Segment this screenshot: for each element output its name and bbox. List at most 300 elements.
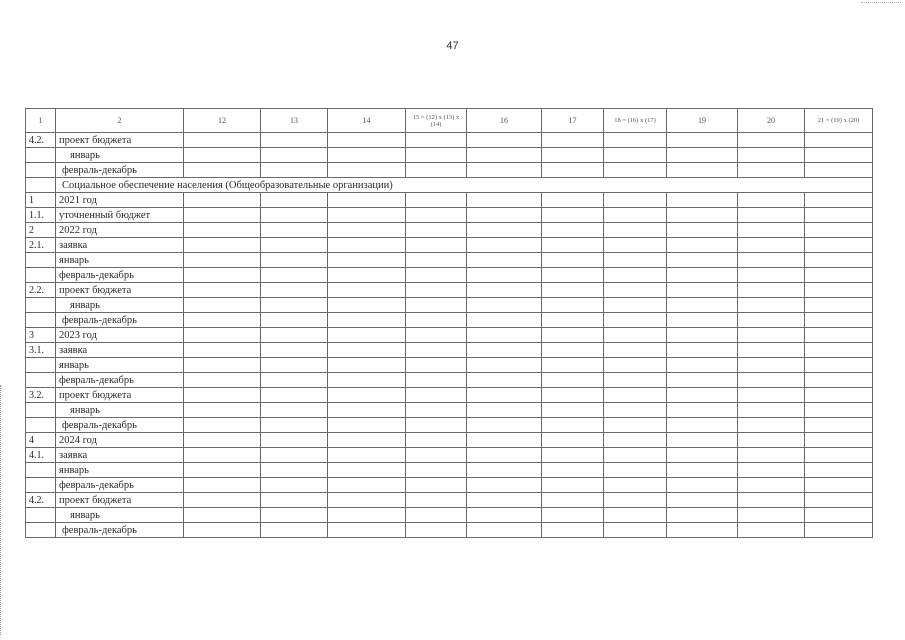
value-cell xyxy=(738,343,805,358)
value-cell xyxy=(328,268,406,283)
value-cell xyxy=(604,523,667,538)
value-cell xyxy=(184,208,261,223)
value-cell xyxy=(261,448,328,463)
header-cell: 20 xyxy=(738,109,805,133)
value-cell xyxy=(406,403,467,418)
value-cell xyxy=(406,268,467,283)
value-cell xyxy=(467,373,542,388)
value-cell xyxy=(542,223,604,238)
value-cell xyxy=(805,478,873,493)
value-cell xyxy=(805,208,873,223)
value-cell xyxy=(261,388,328,403)
value-cell xyxy=(667,238,738,253)
value-cell xyxy=(184,523,261,538)
value-cell xyxy=(328,253,406,268)
value-cell xyxy=(328,388,406,403)
value-cell xyxy=(667,193,738,208)
value-cell xyxy=(667,508,738,523)
value-cell xyxy=(184,493,261,508)
value-cell xyxy=(467,148,542,163)
value-cell xyxy=(604,463,667,478)
row-label-cell: январь xyxy=(56,148,184,163)
value-cell xyxy=(805,148,873,163)
value-cell xyxy=(467,133,542,148)
value-cell xyxy=(184,298,261,313)
value-cell xyxy=(328,403,406,418)
row-number-cell: 2.1. xyxy=(26,238,56,253)
value-cell xyxy=(542,523,604,538)
row-number-cell: 3.1. xyxy=(26,343,56,358)
row-label-cell: заявка xyxy=(56,448,184,463)
value-cell xyxy=(467,223,542,238)
row-number-cell xyxy=(26,178,56,193)
value-cell xyxy=(328,523,406,538)
value-cell xyxy=(805,403,873,418)
row-number-cell: 2 xyxy=(26,223,56,238)
value-cell xyxy=(738,448,805,463)
value-cell xyxy=(667,298,738,313)
value-cell xyxy=(406,133,467,148)
value-cell xyxy=(406,343,467,358)
value-cell xyxy=(467,238,542,253)
value-cell xyxy=(667,133,738,148)
value-cell xyxy=(406,208,467,223)
value-cell xyxy=(738,238,805,253)
header-cell: 14 xyxy=(328,109,406,133)
value-cell xyxy=(328,478,406,493)
value-cell xyxy=(738,463,805,478)
value-cell xyxy=(667,523,738,538)
value-cell xyxy=(667,373,738,388)
value-cell xyxy=(604,268,667,283)
value-cell xyxy=(261,253,328,268)
value-cell xyxy=(738,493,805,508)
value-cell xyxy=(604,298,667,313)
table-row xyxy=(26,193,873,208)
row-number-cell xyxy=(26,478,56,493)
header-cell: 12 xyxy=(184,109,261,133)
value-cell xyxy=(667,148,738,163)
value-cell xyxy=(738,298,805,313)
row-label-cell: заявка xyxy=(56,238,184,253)
row-label-cell: февраль-декабрь xyxy=(56,313,184,328)
value-cell xyxy=(738,268,805,283)
value-cell xyxy=(261,268,328,283)
value-cell xyxy=(467,433,542,448)
value-cell xyxy=(467,388,542,403)
row-number-cell: 4.2. xyxy=(26,133,56,148)
value-cell xyxy=(261,508,328,523)
value-cell xyxy=(738,193,805,208)
value-cell xyxy=(184,223,261,238)
value-cell xyxy=(542,133,604,148)
value-cell xyxy=(738,403,805,418)
value-cell xyxy=(184,283,261,298)
row-number-cell: 4.1. xyxy=(26,448,56,463)
value-cell xyxy=(467,193,542,208)
value-cell xyxy=(406,193,467,208)
value-cell xyxy=(184,313,261,328)
value-cell xyxy=(542,433,604,448)
value-cell xyxy=(261,373,328,388)
value-cell xyxy=(805,343,873,358)
value-cell xyxy=(604,283,667,298)
row-number-cell xyxy=(26,358,56,373)
value-cell xyxy=(542,313,604,328)
value-cell xyxy=(406,313,467,328)
value-cell xyxy=(542,208,604,223)
value-cell xyxy=(328,193,406,208)
value-cell xyxy=(542,268,604,283)
value-cell xyxy=(328,283,406,298)
value-cell xyxy=(184,148,261,163)
value-cell xyxy=(604,223,667,238)
value-cell xyxy=(184,388,261,403)
value-cell xyxy=(467,253,542,268)
header-cell: 13 xyxy=(261,109,328,133)
value-cell xyxy=(328,148,406,163)
row-number-cell: 3.2. xyxy=(26,388,56,403)
value-cell xyxy=(328,208,406,223)
value-cell xyxy=(467,328,542,343)
value-cell xyxy=(467,523,542,538)
value-cell xyxy=(738,418,805,433)
table-row xyxy=(26,418,873,433)
row-number-cell xyxy=(26,268,56,283)
row-number-cell: 1.1. xyxy=(26,208,56,223)
row-number-cell: 4.2. xyxy=(26,493,56,508)
value-cell xyxy=(261,298,328,313)
value-cell xyxy=(667,478,738,493)
value-cell xyxy=(604,388,667,403)
value-cell xyxy=(667,328,738,343)
value-cell xyxy=(604,508,667,523)
value-cell xyxy=(406,373,467,388)
row-label-cell: январь xyxy=(56,298,184,313)
value-cell xyxy=(667,448,738,463)
value-cell xyxy=(738,283,805,298)
row-number-cell xyxy=(26,148,56,163)
row-label-cell: 2022 год xyxy=(56,223,184,238)
value-cell xyxy=(667,358,738,373)
value-cell xyxy=(667,268,738,283)
value-cell xyxy=(604,343,667,358)
table-row xyxy=(26,313,873,328)
value-cell xyxy=(542,343,604,358)
value-cell xyxy=(542,253,604,268)
value-cell xyxy=(328,223,406,238)
value-cell xyxy=(467,298,542,313)
value-cell xyxy=(184,418,261,433)
value-cell xyxy=(467,343,542,358)
table-body xyxy=(26,109,873,538)
table-row xyxy=(26,478,873,493)
row-label-cell: проект бюджета xyxy=(56,388,184,403)
value-cell xyxy=(467,208,542,223)
table-row xyxy=(26,508,873,523)
row-label-cell: 2024 год xyxy=(56,433,184,448)
value-cell xyxy=(667,403,738,418)
table-row xyxy=(26,208,873,223)
value-cell xyxy=(261,463,328,478)
header-cell: 18 = (16) x (17) xyxy=(604,109,667,133)
value-cell xyxy=(184,433,261,448)
value-cell xyxy=(261,493,328,508)
value-cell xyxy=(184,343,261,358)
row-number-cell: 1 xyxy=(26,193,56,208)
table-row xyxy=(26,268,873,283)
value-cell xyxy=(467,493,542,508)
value-cell xyxy=(542,193,604,208)
value-cell xyxy=(542,373,604,388)
value-cell xyxy=(805,388,873,403)
value-cell xyxy=(261,148,328,163)
value-cell xyxy=(328,418,406,433)
table-row xyxy=(26,298,873,313)
value-cell xyxy=(805,298,873,313)
table-row xyxy=(26,388,873,403)
value-cell xyxy=(805,283,873,298)
row-label-cell: проект бюджета xyxy=(56,283,184,298)
value-cell xyxy=(805,313,873,328)
value-cell xyxy=(467,403,542,418)
value-cell xyxy=(604,403,667,418)
value-cell xyxy=(738,253,805,268)
header-cell: 21 = (19) x (20) xyxy=(805,109,873,133)
value-cell xyxy=(805,448,873,463)
value-cell xyxy=(261,343,328,358)
value-cell xyxy=(184,328,261,343)
value-cell xyxy=(467,358,542,373)
value-cell xyxy=(667,493,738,508)
header-cell: 16 xyxy=(467,109,542,133)
value-cell xyxy=(184,193,261,208)
value-cell xyxy=(328,163,406,178)
header-cell: 17 xyxy=(542,109,604,133)
header-row xyxy=(26,109,873,133)
value-cell xyxy=(184,163,261,178)
value-cell xyxy=(738,133,805,148)
value-cell xyxy=(805,238,873,253)
value-cell xyxy=(805,328,873,343)
value-cell xyxy=(406,163,467,178)
value-cell xyxy=(667,208,738,223)
value-cell xyxy=(261,193,328,208)
value-cell xyxy=(738,373,805,388)
row-label-cell: февраль-декабрь xyxy=(56,373,184,388)
value-cell xyxy=(738,208,805,223)
value-cell xyxy=(467,163,542,178)
value-cell xyxy=(738,478,805,493)
section-title: Социальное обеспечение населения (Общеобразовательные организации) xyxy=(56,178,873,193)
row-label-cell: январь xyxy=(56,508,184,523)
row-number-cell xyxy=(26,508,56,523)
value-cell xyxy=(184,253,261,268)
value-cell xyxy=(542,298,604,313)
value-cell xyxy=(604,478,667,493)
value-cell xyxy=(738,508,805,523)
value-cell xyxy=(805,508,873,523)
value-cell xyxy=(542,403,604,418)
value-cell xyxy=(467,448,542,463)
value-cell xyxy=(261,313,328,328)
value-cell xyxy=(467,283,542,298)
value-cell xyxy=(406,463,467,478)
value-cell xyxy=(328,343,406,358)
value-cell xyxy=(667,163,738,178)
value-cell xyxy=(406,253,467,268)
value-cell xyxy=(805,193,873,208)
table-row xyxy=(26,238,873,253)
value-cell xyxy=(406,223,467,238)
value-cell xyxy=(406,358,467,373)
value-cell xyxy=(261,133,328,148)
value-cell xyxy=(805,253,873,268)
value-cell xyxy=(542,388,604,403)
row-label-cell: февраль-декабрь xyxy=(56,478,184,493)
row-label-cell: проект бюджета xyxy=(56,133,184,148)
table-row xyxy=(26,373,873,388)
value-cell xyxy=(184,373,261,388)
value-cell xyxy=(805,418,873,433)
table-row xyxy=(26,343,873,358)
value-cell xyxy=(406,418,467,433)
row-label-cell: 2021 год xyxy=(56,193,184,208)
value-cell xyxy=(261,208,328,223)
row-number-cell xyxy=(26,298,56,313)
row-number-cell xyxy=(26,418,56,433)
row-label-cell: уточненный бюджет xyxy=(56,208,184,223)
row-number-cell xyxy=(26,163,56,178)
value-cell xyxy=(328,463,406,478)
value-cell xyxy=(184,238,261,253)
row-label-cell: февраль-декабрь xyxy=(56,268,184,283)
table-row xyxy=(26,493,873,508)
row-label-cell: январь xyxy=(56,358,184,373)
value-cell xyxy=(184,478,261,493)
row-label-cell: февраль-декабрь xyxy=(56,523,184,538)
table-row xyxy=(26,523,873,538)
table-row xyxy=(26,328,873,343)
value-cell xyxy=(467,418,542,433)
value-cell xyxy=(328,448,406,463)
table-row xyxy=(26,448,873,463)
value-cell xyxy=(805,358,873,373)
table-row xyxy=(26,358,873,373)
value-cell xyxy=(261,478,328,493)
value-cell xyxy=(542,463,604,478)
value-cell xyxy=(184,448,261,463)
value-cell xyxy=(542,163,604,178)
value-cell xyxy=(261,433,328,448)
value-cell xyxy=(805,433,873,448)
value-cell xyxy=(467,268,542,283)
value-cell xyxy=(604,448,667,463)
value-cell xyxy=(667,463,738,478)
value-cell xyxy=(406,328,467,343)
value-cell xyxy=(738,433,805,448)
value-cell xyxy=(667,223,738,238)
value-cell xyxy=(667,433,738,448)
value-cell xyxy=(604,253,667,268)
value-cell xyxy=(328,358,406,373)
value-cell xyxy=(542,358,604,373)
value-cell xyxy=(261,523,328,538)
value-cell xyxy=(805,268,873,283)
value-cell xyxy=(604,493,667,508)
value-cell xyxy=(328,373,406,388)
value-cell xyxy=(328,298,406,313)
value-cell xyxy=(604,133,667,148)
header-cell: 19 xyxy=(667,109,738,133)
value-cell xyxy=(328,313,406,328)
value-cell xyxy=(604,328,667,343)
value-cell xyxy=(738,148,805,163)
value-cell xyxy=(805,133,873,148)
value-cell xyxy=(328,328,406,343)
value-cell xyxy=(261,358,328,373)
value-cell xyxy=(328,508,406,523)
row-number-cell xyxy=(26,463,56,478)
value-cell xyxy=(738,328,805,343)
value-cell xyxy=(604,418,667,433)
value-cell xyxy=(542,148,604,163)
value-cell xyxy=(406,508,467,523)
value-cell xyxy=(467,313,542,328)
row-label-cell: 2023 год xyxy=(56,328,184,343)
header-cell: 1 xyxy=(26,109,56,133)
row-label-cell: февраль-декабрь xyxy=(56,418,184,433)
value-cell xyxy=(805,223,873,238)
value-cell xyxy=(542,508,604,523)
value-cell xyxy=(542,418,604,433)
scan-edge-top xyxy=(861,2,901,4)
row-number-cell xyxy=(26,313,56,328)
value-cell xyxy=(406,493,467,508)
row-number-cell xyxy=(26,253,56,268)
table-row xyxy=(26,433,873,448)
row-label-cell: февраль-декабрь xyxy=(56,163,184,178)
value-cell xyxy=(261,283,328,298)
table-row xyxy=(26,148,873,163)
table-row xyxy=(26,283,873,298)
value-cell xyxy=(667,418,738,433)
value-cell xyxy=(738,523,805,538)
value-cell xyxy=(542,493,604,508)
value-cell xyxy=(604,163,667,178)
value-cell xyxy=(406,298,467,313)
value-cell xyxy=(667,283,738,298)
value-cell xyxy=(604,433,667,448)
row-number-cell xyxy=(26,403,56,418)
value-cell xyxy=(184,268,261,283)
value-cell xyxy=(406,388,467,403)
scan-edge-left xyxy=(0,385,3,635)
value-cell xyxy=(805,463,873,478)
budget-table xyxy=(25,108,873,538)
value-cell xyxy=(328,133,406,148)
value-cell xyxy=(604,313,667,328)
value-cell xyxy=(328,493,406,508)
row-number-cell: 4 xyxy=(26,433,56,448)
value-cell xyxy=(604,358,667,373)
value-cell xyxy=(406,478,467,493)
section-row xyxy=(26,178,873,193)
value-cell xyxy=(604,148,667,163)
value-cell xyxy=(261,163,328,178)
value-cell xyxy=(406,523,467,538)
value-cell xyxy=(805,493,873,508)
